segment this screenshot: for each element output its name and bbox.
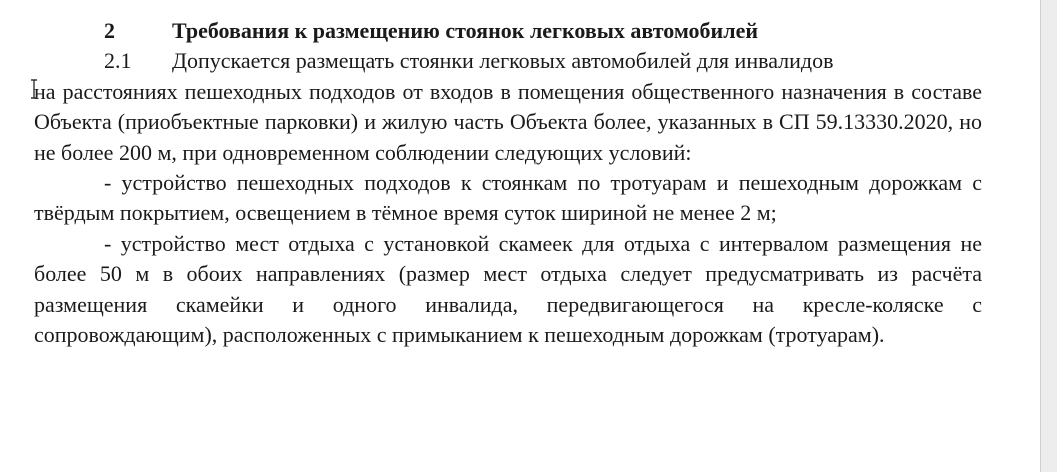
section-heading <box>34 16 982 46</box>
condition-item-1: - устройство пешеходных подходов к стоянкам по тротуарам и пешеходным дорожкам с твёрдым покрытием, освещением в тёмное время суток шириной не менее 2 м; <box>34 170 982 226</box>
clause-continuation: на расстояниях пешеходных подходов от входов в помещения общественного назначения в составе Объекта (приобъектные парковки) и жилую часть Объекта более, указанных в СП 59.13330.2020, но не более 200 м, при одновременном соблюдении следующих условий: <box>34 78 982 165</box>
clause-number: 2.1 <box>104 48 132 74</box>
page-edge <box>1040 0 1057 472</box>
document-text <box>34 16 982 350</box>
clause-first-line-text: Допускается размещать стоянки легковых автомобилей для инвалидов <box>172 48 834 74</box>
section-title: Требования к размещению стоянок легковых автомобилей <box>172 18 759 43</box>
condition-item-2: - устройство мест отдыха с установкой скамеек для отдыха с интервалом размещения не более 50 м в обоих направлениях (размер мест отдыха следует предусматривать из расчёта размещения скамейки и одного инвалида, передвигающегося на кресле-коляске с сопровождающим), расположенных с примыканием к пешеходным дорожкам (тротуарам). <box>34 230 982 348</box>
text-cursor-icon <box>30 79 38 99</box>
section-number: 2 <box>104 18 115 43</box>
clause-first-line <box>34 46 982 76</box>
